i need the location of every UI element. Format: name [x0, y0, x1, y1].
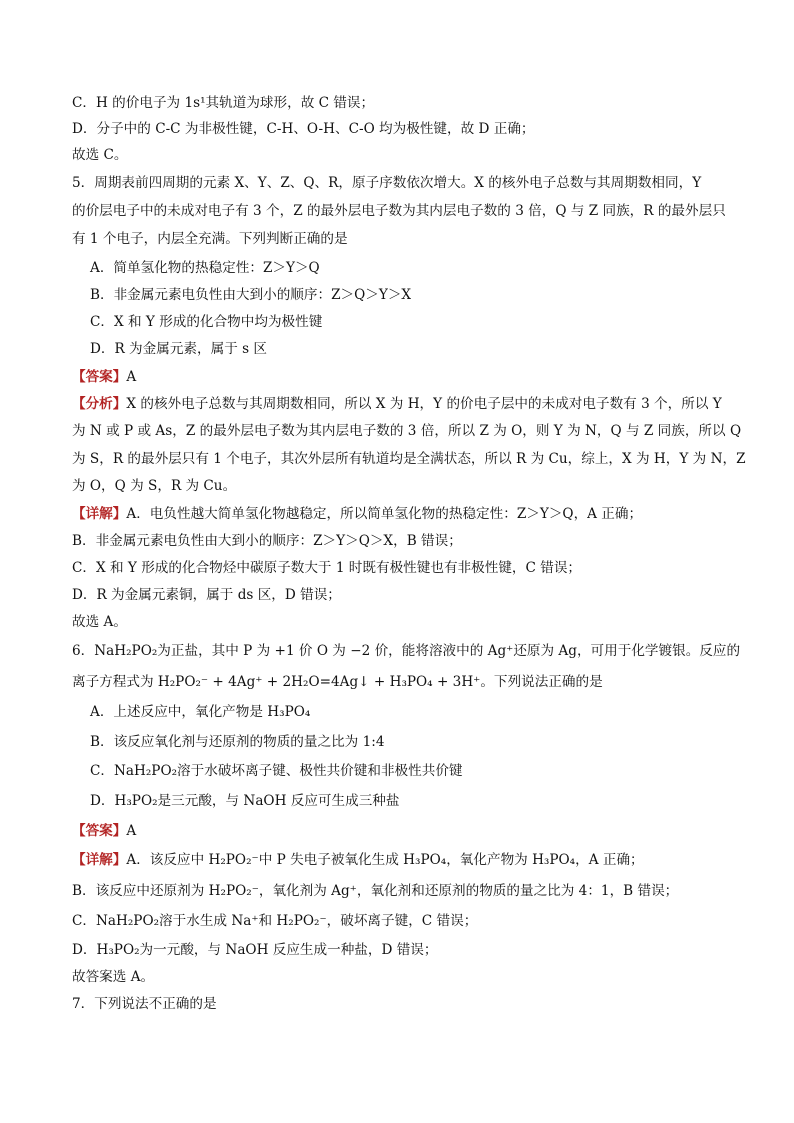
q6-option-a: A．上述反应中，氧化产物是 H₃PO₄: [90, 704, 311, 720]
q6-stem-line-1: 6．NaH₂PO₂为正盐，其中 P 为 +1 价 O 为 −2 价，能将溶液中的 Ag⁺还原为 Ag，可用于化学镀银。反应的: [72, 643, 741, 659]
q5-stem-line-2: 的价层电子中的未成对电子有 3 个，Z 的最外层电子数为其内层电子数的 3 倍，Q 与 Z 同族，R 的最外层只: [72, 203, 726, 219]
q4-conclusion: 故选 C。: [72, 147, 128, 163]
q5-stem-line-1: 5．周期表前四周期的元素 X、Y、Z、Q、R，原子序数依次增大。X 的核外电子总数与其周期数相同，Y: [72, 175, 702, 191]
q6-option-b: B．该反应氧化剂与还原剂的物质的量之比为 1:4: [90, 734, 385, 750]
detail-tag: 【详解】: [72, 852, 127, 868]
answer-tag: 【答案】: [72, 369, 127, 385]
q6-option-c: C．NaH₂PO₂溶于水破坏离子键、极性共价键和非极性共价键: [90, 763, 463, 779]
q5-option-d: D．R 为金属元素，属于 s 区: [90, 341, 268, 357]
q5-analysis-line-2: 为 N 或 P 或 As，Z 的最外层电子数为其内层电子数的 3 倍，所以 Z 为 O，则 Y 为 N，Q 与 Z 同族，所以 Q: [72, 423, 742, 439]
answer-value: A: [126, 369, 137, 385]
q6-detail-line-2: B．该反应中还原剂为 H₂PO₂⁻，氧化剂为 Ag⁺，氧化剂和还原剂的物质的量之比为 4：1，B 错误；: [72, 883, 679, 899]
q5-answer: [72, 366, 754, 388]
q4-option-d-explanation: D．分子中的 C-C 为非极性键，C-H、O-H、C-O 均为极性键，故 D 正确；: [72, 121, 535, 137]
q6-stem-line-2: 离子方程式为 H₂PO₂⁻ + 4Ag⁺ + 2H₂O=4Ag↓ + H₃PO₄ + 3H⁺。下列说法正确的是: [72, 674, 603, 690]
q5-detail-line-3: C．X 和 Y 形成的化合物烃中碳原子数大于 1 时既有极性键也有非极性键，C 错误；: [72, 560, 582, 576]
q6-detail-line-4: D．H₃PO₂为一元酸，与 NaOH 反应生成一种盐，D 错误；: [72, 942, 438, 958]
q5-option-c: C．X 和 Y 形成的化合物中均为极性键: [90, 314, 323, 330]
q5-stem-line-3: 有 1 个电子，内层全充满。下列判断正确的是: [72, 231, 348, 247]
q5-analysis-line-3: 为 S，R 的最外层只有 1 个电子，其次外层所有轨道均是全满状态，所以 R 为 Cu，综上，X 为 H，Y 为 N，Z: [72, 451, 746, 467]
q5-detail-line-4: D．R 为金属元素铜，属于 ds 区，D 错误；: [72, 587, 341, 603]
q6-detail-line-1: [72, 849, 754, 871]
q5-detail-line-1: [72, 503, 754, 525]
q6-option-d: D．H₃PO₂是三元酸，与 NaOH 反应可生成三种盐: [90, 793, 400, 809]
analysis-tag: 【分析】: [72, 396, 127, 412]
analysis-text: X 的核外电子总数与其周期数相同，所以 X 为 H，Y 的价电子层中的未成对电子数有 3 个，所以 Y: [126, 396, 722, 412]
detail-text: A．该反应中 H₂PO₂⁻中 P 失电子被氧化生成 H₃PO₄，氧化产物为 H₃PO₄，A 正确；: [126, 852, 644, 868]
detail-text: A．电负性越大简单氢化物越稳定，所以简单氢化物的热稳定性：Z＞Y＞Q，A 正确；: [126, 506, 643, 522]
answer-value: A: [126, 823, 137, 839]
q5-analysis-line-4: 为 O，Q 为 S，R 为 Cu。: [72, 478, 237, 494]
q5-detail-line-2: B．非金属元素电负性由大到小的顺序：Z＞Y＞Q＞X，B 错误；: [72, 533, 462, 549]
detail-tag: 【详解】: [72, 506, 127, 522]
q5-option-b: B．非金属元素电负性由大到小的顺序：Z＞Q＞Y＞X: [90, 287, 412, 303]
q7-stem: 7．下列说法不正确的是: [72, 996, 217, 1012]
q4-option-c-explanation: C．H 的价电子为 1s¹其轨道为球形，故 C 错误；: [72, 95, 375, 111]
q6-answer: [72, 820, 754, 842]
answer-tag: 【答案】: [72, 823, 127, 839]
q5-option-a: A．简单氢化物的热稳定性：Z＞Y＞Q: [90, 260, 320, 276]
q5-conclusion: 故选 A。: [72, 614, 127, 630]
q6-conclusion: 故答案选 A。: [72, 969, 155, 985]
q6-detail-line-3: C．NaH₂PO₂溶于水生成 Na⁺和 H₂PO₂⁻，破坏离子键，C 错误；: [72, 913, 478, 929]
q5-analysis-line-1: [72, 393, 754, 415]
